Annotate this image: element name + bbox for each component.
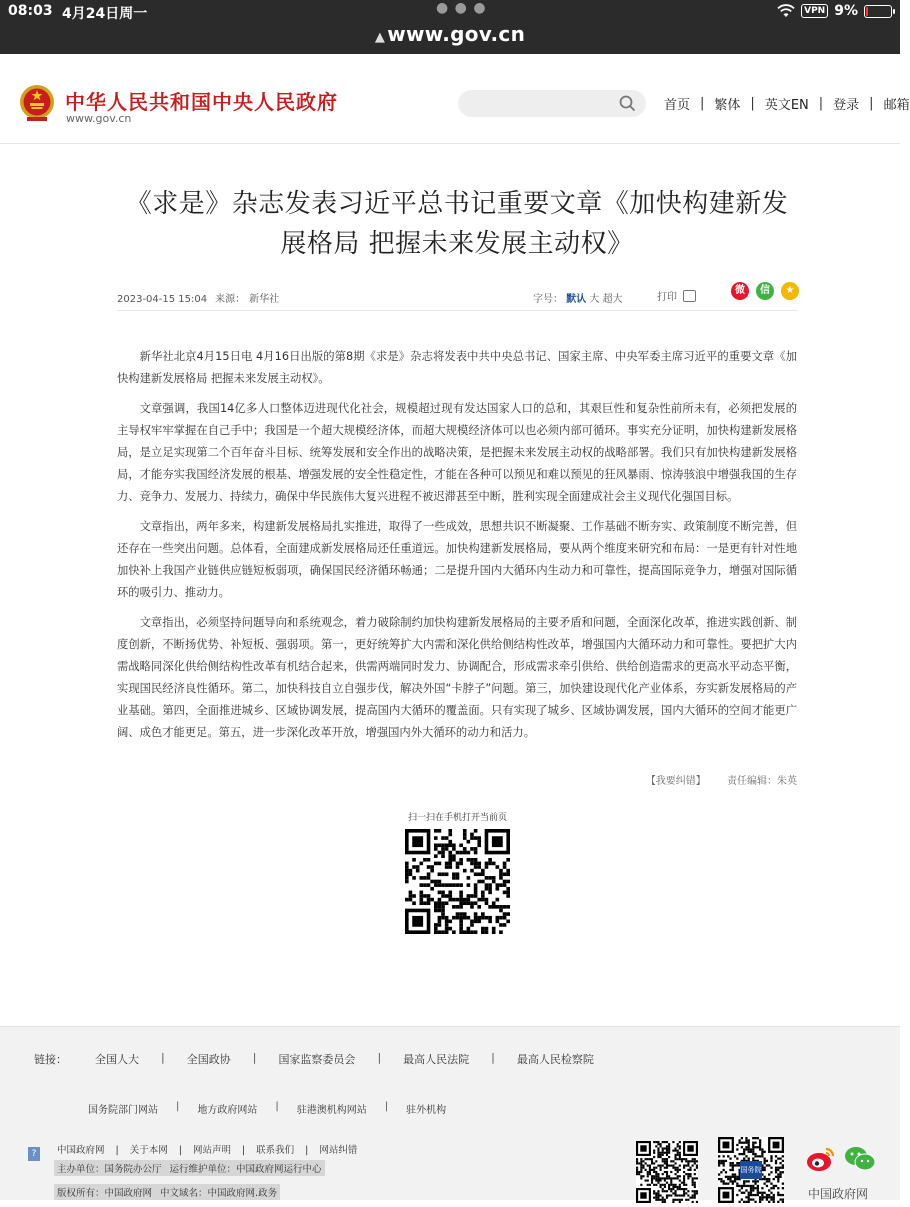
article-body: [117, 346, 797, 752]
qr-block: [395, 810, 520, 934]
link-separator: |: [241, 1145, 246, 1156]
footer-brand: 中国政府网: [808, 1187, 869, 1201]
font-size-large[interactable]: 大: [589, 294, 600, 305]
weibo-share-icon[interactable]: 微: [731, 282, 749, 300]
footer-qr-code-icon: [636, 1141, 698, 1203]
weibo-icon[interactable]: [806, 1145, 836, 1173]
article-paragraph: 文章强调，我国14亿多人口整体迈进现代化社会，规模超过现有发达国家人口的总和，其艰巨性和复杂性前所未有，必须把发展的主导权牢牢掌握在自己手中；我国是一个超大规模经济体，而超大规模经济体可以也必须内部可循环。事实充分证明，加快构建新发展格局，是立足实现第二个百年奋斗目标、统筹发展和安全作出的战略决策，是把握未来发展主动权的战略部署。我们只有加快构建新发展格局，才能夯实我国经济发展的根基、增强发展的安全性稳定性，才能在各种可以预见和难以预见的狂风暴雨、惊涛骇浪中增强我国的生存力、竞争力、发展力、持续力，确保中华民族伟大复兴进程不被迟滞甚至中断，胜利实现全面建成社会主义现代化强国目标。: [117, 402, 797, 503]
site-title[interactable]: 中华人民共和国中央人民政府: [65, 90, 338, 114]
share-icons: [731, 282, 799, 300]
url-bar[interactable]: [0, 22, 900, 46]
article-footer: [117, 772, 797, 787]
link-separator: |: [305, 1145, 309, 1156]
article-title: 《求是》杂志发表习近平总书记重要文章《加快构建新发展格局 把握未来发展主动权》: [125, 189, 789, 259]
search-box[interactable]: [458, 90, 646, 117]
footer-links-secondary: [88, 1101, 446, 1116]
ops-label: 运行维护单位：: [169, 1164, 237, 1175]
accessibility-badge-icon[interactable]: ?: [28, 1147, 40, 1161]
nav-english[interactable]: 英文EN: [764, 98, 809, 113]
wechat-icon[interactable]: [844, 1145, 876, 1173]
link-nsc[interactable]: 国家监察委员会: [278, 1053, 356, 1066]
nav-separator: |: [869, 96, 874, 111]
browser-bar: [0, 0, 900, 54]
link-court[interactable]: 最高人民法院: [403, 1053, 470, 1066]
footer-links: [34, 1051, 594, 1067]
host-label: 主办单位：: [57, 1164, 105, 1175]
font-size-control: [533, 290, 623, 305]
search-icon[interactable]: [619, 95, 636, 112]
link-separator: |: [275, 1101, 279, 1112]
domain-name: 中国政府网.政务: [207, 1188, 278, 1199]
status-date: 4月24日周一: [62, 6, 148, 22]
battery-icon: [864, 5, 892, 18]
footer-host-info: [54, 1160, 325, 1176]
site-header: [0, 54, 910, 144]
footer-link-govcn[interactable]: 中国政府网: [57, 1145, 105, 1156]
footer-link-statement[interactable]: 网站声明: [192, 1145, 231, 1156]
print-label: 打印: [657, 292, 677, 303]
article-meta: [117, 284, 797, 306]
source-label: 来源：: [215, 294, 246, 305]
link-separator: |: [176, 1101, 180, 1112]
links-label: 链接：: [34, 1053, 67, 1066]
battery-fill: [866, 7, 868, 16]
link-overseas[interactable]: 驻外机构: [406, 1105, 447, 1116]
publish-date: 2023-04-15 15:04: [117, 294, 208, 305]
multitask-dots-icon[interactable]: ● ● ●: [436, 0, 487, 16]
article: [117, 144, 797, 787]
article-paragraph: 文章指出，必须坚持问题导向和系统观念，着力破除制约加快构建新发展格局的主要矛盾和问题，全面深化改革，推进实践创新、制度创新，不断扬优势、补短板、强弱项。第一，更好统筹扩大内需和深化供给侧结构性改革，增强国内大循环动力和可靠性。要把扩大内需战略同深化供给侧结构性改革有机结合起来，供需两端同时发力、协调配合，形成需求牵引供给、供给创造需求的更高水平动态平衡，实现国民经济良性循环。第二，加快科技自立自强步伐，解决外国“卡脖子”问题。第三，加快建设现代化产业体系，夯实新发展格局的产业基础。第四，全面推进城乡、区域协调发展，提高国内大循环的覆盖面。只有实现了城乡、区域协调发展，国内大循环的空间才能更广阔、成色才能更足。第五，进一步深化改革开放，增强国内外大循环的动力和活力。: [117, 616, 797, 739]
favorite-share-icon[interactable]: ★: [781, 282, 799, 300]
footer-link-about[interactable]: 关于本网: [129, 1145, 168, 1156]
article-paragraph: 新华社北京4月15日电 4月16日出版的第8期《求是》杂志将发表中共中央总书记、国家主席、中央军委主席习近平的重要文章《加快构建新发展格局 把握未来发展主动权》。: [117, 350, 797, 385]
link-npc[interactable]: 全国人大: [95, 1053, 139, 1066]
domain-label: 中文域名：: [160, 1188, 208, 1199]
qr-code-icon: [405, 829, 510, 934]
status-time: 08:03: [8, 3, 53, 19]
source-name: 新华社: [249, 294, 280, 305]
link-cppcc[interactable]: 全国政协: [186, 1053, 231, 1066]
gov-app-badge: 国务院: [740, 1161, 762, 1179]
qr-caption: 扫一扫在手机打开当前页: [407, 813, 507, 823]
footer-link-correction[interactable]: 网站纠错: [319, 1145, 358, 1156]
gov-app-qr-code-icon: [718, 1137, 784, 1203]
nav-mail[interactable]: 邮箱: [883, 98, 910, 113]
link-separator: |: [377, 1051, 382, 1064]
print-button[interactable]: [657, 288, 696, 303]
footer-copyright: [54, 1184, 280, 1200]
article-paragraph: 文章指出，两年多来，构建新发展格局扎实推进，取得了一些成效，思想共识不断凝聚、工作基础不断夯实、政策制度不断完善，但还存在一些突出问题。总体看，全面建成新发展格局还任重道远。加快构建新发展格局，要从两个维度来研究和布局：一是更有针对性地加快补上我国产业链供应链短板弱项，确保国民经济循环畅通；二是提升国内大循环内生动力和可靠性，提高国际竞争力，增强对国际循环的吸引力、推动力。: [117, 520, 797, 599]
meta-divider: [117, 310, 797, 311]
font-size-xlarge[interactable]: 超大: [602, 294, 623, 305]
ops-name: 中国政府网运行中心: [236, 1164, 322, 1175]
link-hk-macao[interactable]: 驻港澳机构网站: [296, 1105, 367, 1116]
link-separator: |: [252, 1051, 257, 1064]
correction-link[interactable]: 【我要纠错】: [645, 776, 706, 787]
copyright-label: 版权所有：: [57, 1188, 105, 1199]
meta-left: [117, 290, 287, 305]
editor-credit: 责任编辑：朱英: [727, 776, 797, 787]
nav-home[interactable]: 首页: [664, 98, 691, 113]
link-separator: |: [115, 1145, 119, 1156]
footer: [0, 1026, 900, 1200]
link-separator: |: [178, 1145, 182, 1156]
battery-percent: 9%: [834, 3, 858, 19]
wifi-icon: [777, 4, 795, 18]
nav-login[interactable]: 登录: [833, 98, 860, 113]
nav-separator: |: [750, 96, 755, 111]
nav-separator: |: [700, 96, 705, 111]
link-local-gov[interactable]: 地方政府网站: [197, 1105, 258, 1116]
url-text: www.gov.cn: [387, 22, 526, 46]
font-size-default[interactable]: 默认: [566, 294, 587, 305]
national-emblem-icon[interactable]: [19, 84, 55, 122]
link-separator: |: [384, 1101, 389, 1112]
status-right: [777, 3, 892, 19]
footer-bottom-links: [57, 1142, 357, 1156]
wechat-share-icon[interactable]: 信: [756, 282, 774, 300]
host-name: 国务院办公厅: [104, 1164, 162, 1175]
link-separator: |: [491, 1051, 495, 1064]
site-domain: www.gov.cn: [66, 112, 132, 125]
printer-icon: [683, 290, 696, 302]
copyright-owner: 中国政府网: [104, 1188, 153, 1199]
top-nav: [664, 94, 910, 113]
nav-traditional[interactable]: 繁体: [714, 98, 741, 113]
lock-icon: ▲: [374, 30, 386, 45]
link-departments[interactable]: 国务院部门网站: [88, 1105, 158, 1116]
nav-separator: |: [818, 96, 824, 111]
vpn-badge: VPN: [801, 4, 828, 18]
link-separator: |: [161, 1051, 165, 1064]
footer-link-contact[interactable]: 联系我们: [256, 1145, 295, 1156]
font-size-label: 字号：: [533, 294, 563, 305]
search-input[interactable]: [470, 93, 615, 113]
link-procuratorate[interactable]: 最高人民检察院: [516, 1053, 594, 1066]
